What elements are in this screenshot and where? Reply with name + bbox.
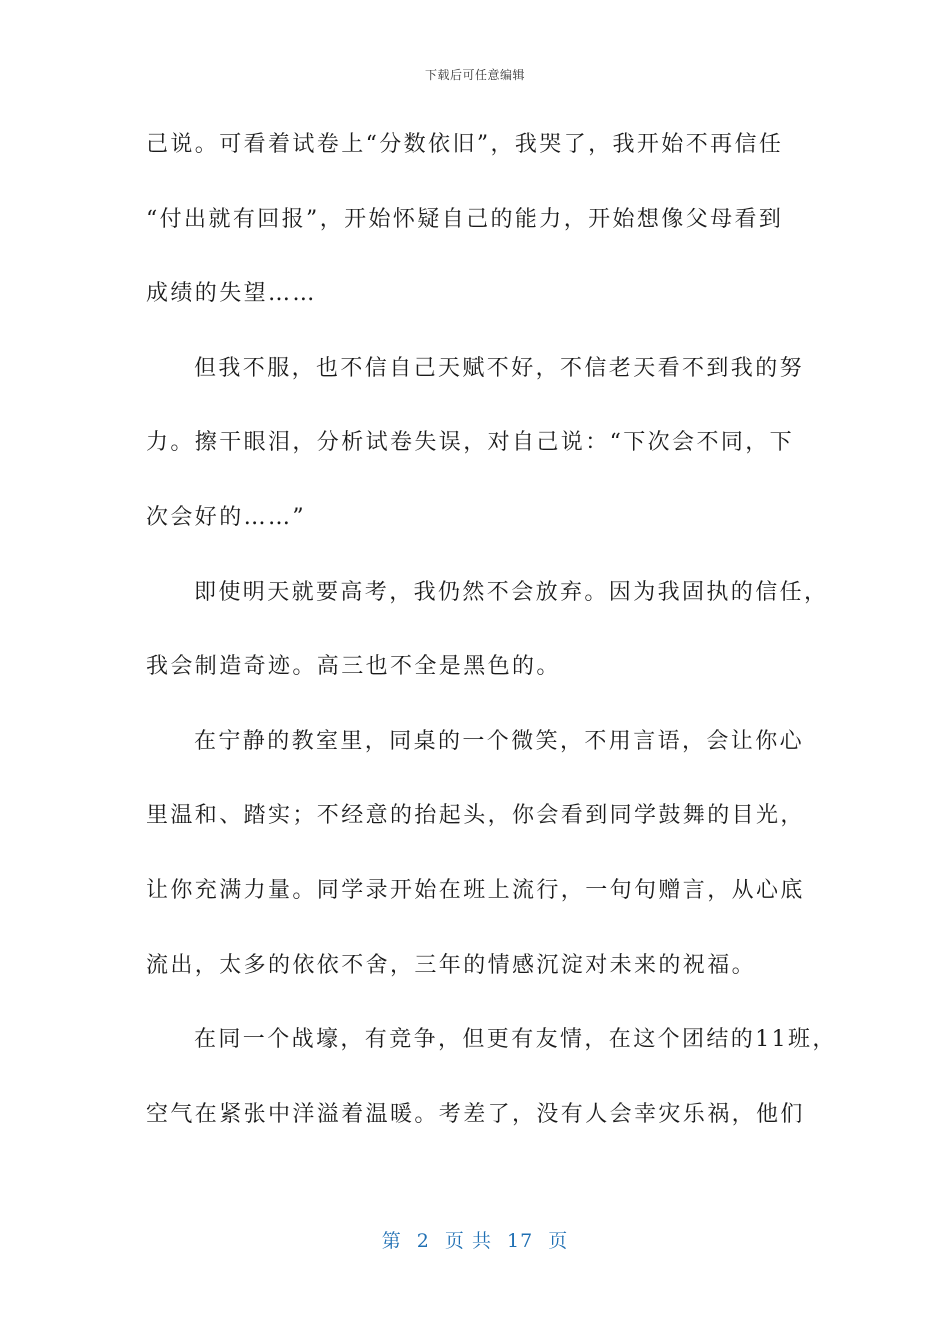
text-line: 力。擦干眼泪，分析试卷失误，对自己说：“下次会不同，下 — [146, 430, 795, 456]
paragraph-start-line: 在宁静的教室里，同桌的一个微笑，不用言语，会让你心 — [194, 728, 805, 754]
page-header: 下载后可任意编辑 — [424, 68, 525, 82]
paragraph-start-line: 在同一个战壕，有竞争，但更有友情，在这个团结的11班， — [194, 1027, 837, 1053]
text-line: 己说。可看着试卷上“分数依旧”，我哭了，我开始不再信任 — [146, 132, 784, 157]
footer-middle: 页 共 — [444, 1230, 492, 1252]
text-line: 里温和、踏实；不经意的抬起头，你会看到同学鼓舞的目光， — [146, 803, 805, 829]
document-body — [146, 121, 837, 1165]
text-line: 我会制造奇迹。高三也不全是黑色的。 — [146, 654, 561, 680]
text-line: 空气在紧张中洋溢着温暖。考差了，没有人会幸灾乐祸，他们 — [146, 1101, 805, 1127]
footer-suffix: 页 — [548, 1230, 569, 1252]
total-pages-number: 17 — [507, 1230, 534, 1252]
text-line: 让你充满力量。同学录开始在班上流行，一句句赠言，从心底 — [146, 877, 805, 903]
paragraph-start-line: 即使明天就要高考，我仍然不会放弃。因为我固执的信任， — [194, 579, 829, 605]
paragraph-start-line: 但我不服，也不信自己天赋不好，不信老天看不到我的努 — [194, 355, 805, 381]
current-page-number: 2 — [416, 1230, 430, 1252]
text-line: 次会好的……” — [146, 504, 307, 530]
text-line: 流出，太多的依依不舍，三年的情感沉淀对未来的祝福。 — [146, 952, 757, 978]
text-line: “付出就有回报”，开始怀疑自己的能力，开始想像父母看到 — [146, 206, 784, 232]
page-footer — [0, 1226, 950, 1253]
text-line: 成绩的失望…… — [146, 281, 317, 307]
footer-prefix: 第 — [381, 1230, 402, 1252]
